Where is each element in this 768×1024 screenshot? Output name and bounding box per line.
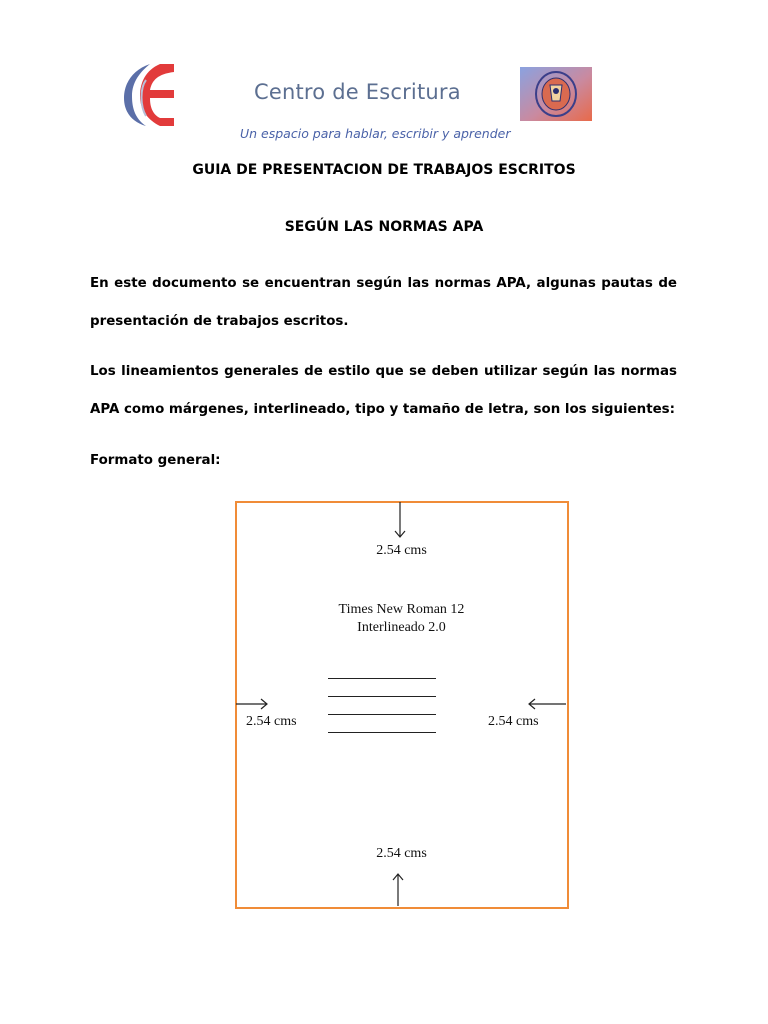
document-title: GUIA DE PRESENTACION DE TRABAJOS ESCRITOS <box>192 162 576 178</box>
document-header <box>0 0 768 150</box>
text-line <box>328 697 436 715</box>
brand-tagline: Un espacio para hablar, escribir y aprender <box>240 126 511 141</box>
font-spec-text <box>234 601 569 637</box>
page-format-diagram <box>234 500 569 910</box>
top-margin-label: 2.54 cms <box>376 543 427 558</box>
centro-escritura-logo-icon <box>120 60 178 130</box>
right-margin-label: 2.54 cms <box>488 714 539 729</box>
left-margin-label: 2.54 cms <box>246 714 297 729</box>
font-spec-line: Times New Roman 12 <box>338 602 465 617</box>
intro-paragraph: En este documento se encuentran según las normas APA, algunas pautas de presentación de trabajos escritos. <box>90 276 677 329</box>
bottom-margin-label: 2.54 cms <box>376 846 427 861</box>
text-line <box>328 715 436 733</box>
guidelines-paragraph: Los lineamientos generales de estilo que se deben utilizar según las normas APA como márgenes, interlineado, tipo y tamaño de letra, son los siguientes: <box>90 364 677 417</box>
arrow-up-icon <box>393 874 403 906</box>
arrow-down-icon <box>395 502 405 537</box>
text-lines-placeholder <box>328 676 436 733</box>
brand-title: Centro de Escritura <box>254 80 461 104</box>
format-label: Formato general: <box>90 453 221 468</box>
arrow-left-icon <box>529 699 566 709</box>
spacing-spec-line: Interlineado 2.0 <box>357 620 446 635</box>
arrow-right-icon <box>236 699 267 709</box>
text-line <box>328 679 436 697</box>
document-subtitle: SEGÚN LAS NORMAS APA <box>284 219 484 235</box>
university-seal-icon <box>520 67 592 121</box>
